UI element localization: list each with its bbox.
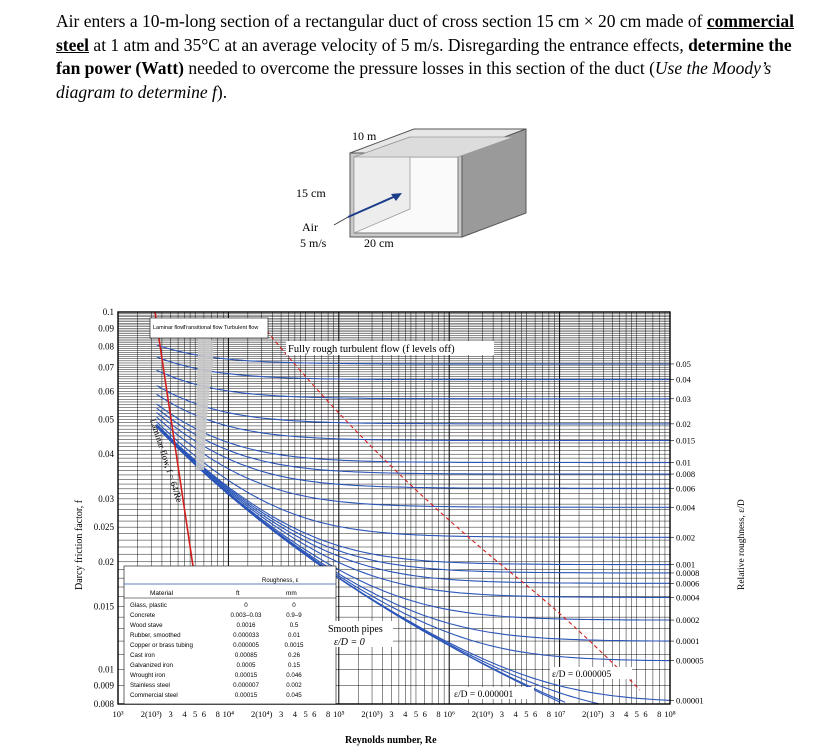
ed-tick-label: 0.05 <box>676 358 691 369</box>
regime-turbulent: Turbulent flow <box>224 325 259 331</box>
f-tick-label: 0.015 <box>93 601 114 612</box>
air-label: Air <box>302 220 318 234</box>
ed-tick-label: 0.006 <box>676 483 696 494</box>
re-tick-label: 8 <box>325 709 331 719</box>
table-cell: 0.00085 <box>234 652 258 659</box>
table-cell: Stainless steel <box>130 682 170 689</box>
table-cell: 0.15 <box>287 662 301 669</box>
re-tick-label: 6 <box>643 709 648 719</box>
table-cell: 0 <box>244 602 248 609</box>
f-tick-label: 0.07 <box>98 362 114 373</box>
f-tick-label: 0.025 <box>93 522 114 533</box>
re-tick-label: 10³ <box>112 709 124 719</box>
table-cell: 0 <box>292 602 296 609</box>
table-header-mm: mm <box>286 590 297 597</box>
ed-tick-label: 0.0002 <box>676 615 700 626</box>
ed-tick-label: 0.002 <box>676 532 696 543</box>
ed-tick-label: 0.0001 <box>676 636 700 647</box>
problem-text-3: needed to overcome the pressure losses in this section of the duct ( <box>184 58 655 78</box>
table-roughness-header: Roughness, ε <box>262 578 299 584</box>
ed-tick-label: 0.01 <box>676 457 691 468</box>
smooth-pipes-label: Smooth pipes <box>328 624 383 635</box>
material-highlight: commercial steel <box>56 11 794 55</box>
transition-band <box>196 330 213 470</box>
re-tick-label: 3 <box>389 709 394 719</box>
ed-tick-label: 0.02 <box>676 418 691 429</box>
re-tick-label: 5 <box>524 709 529 719</box>
f-tick-labels <box>94 307 115 709</box>
laminar-line-label: Laminar flow, f = 64/Re <box>148 417 185 504</box>
table-cell: Glass, plastic <box>130 602 167 609</box>
re-tick-label: 2(10³) <box>140 709 162 719</box>
fully-rough-label: Fully rough turbulent flow (f levels off) <box>288 344 455 355</box>
table-cell: Rubber, smoothed <box>130 632 181 639</box>
regime-laminar: Laminar flow <box>153 325 185 331</box>
table-cell: Concrete <box>130 612 156 619</box>
ed-tick-label: 0.004 <box>676 502 696 513</box>
problem-statement <box>56 10 796 104</box>
ed-tick-label: 0.00001 <box>676 695 704 706</box>
ed-tick-labels <box>670 359 704 705</box>
ed-label-a: ε/D = 0.000005 <box>552 670 612 680</box>
re-tick-label: 3 <box>168 709 173 719</box>
ed-tick-label: 0.008 <box>676 469 696 480</box>
ed-tick-label: 0.00005 <box>676 655 704 666</box>
moody-diagram <box>0 300 831 754</box>
ed-tick-label: 0.04 <box>676 374 691 385</box>
re-tick-label: 8 <box>436 709 441 719</box>
table-cell: 0.9–9 <box>286 612 302 619</box>
re-tick-label: 10⁵ <box>333 709 345 719</box>
f-tick-label: 0.06 <box>98 386 114 397</box>
re-tick-label: 4 <box>403 709 408 719</box>
re-tick-label: 3 <box>499 709 504 719</box>
re-tick-label: 10⁷ <box>553 709 566 719</box>
table-cell: Copper or brass tubing <box>130 642 193 649</box>
ed-label-b: ε/D = 0.000001 <box>454 690 514 700</box>
re-tick-label: 6 <box>422 709 427 719</box>
table-cell: 0.046 <box>286 672 302 679</box>
f-tick-label: 0.02 <box>98 556 114 567</box>
table-cell: Commercial steel <box>130 692 178 699</box>
hint-text: Use the Moody’s diagram to determine f <box>56 58 772 102</box>
re-tick-label: 10⁸ <box>664 709 676 719</box>
table-cell: 0.00015 <box>234 672 258 679</box>
f-tick-label: 0.008 <box>93 699 114 709</box>
re-tick-label: 5 <box>193 709 198 719</box>
velocity-label: 5 m/s <box>300 236 327 250</box>
duct-figure <box>290 125 530 275</box>
re-tick-label: 2(10⁵) <box>361 709 383 719</box>
f-tick-label: 0.01 <box>98 664 114 675</box>
re-tick-label: 10⁶ <box>443 709 455 719</box>
f-tick-label: 0.009 <box>93 680 114 691</box>
problem-text-2: at 1 atm and 35°C at an average velocity of 5 m/s. Disregarding the entrance effects, <box>89 34 689 55</box>
ed-tick-label: 0.0004 <box>676 592 700 603</box>
re-tick-label: 4 <box>623 709 629 719</box>
re-tick-labels <box>112 709 675 719</box>
table-cell: 0.5 <box>289 622 299 629</box>
ed-tick-label: 0.001 <box>676 559 696 570</box>
table-cell: Wrought iron <box>130 672 166 679</box>
table-cell: 0.26 <box>287 652 301 659</box>
regime-transitional: Transitional flow <box>183 325 223 331</box>
re-tick-label: 2(10⁶) <box>471 709 494 719</box>
air-leader <box>334 217 348 225</box>
re-tick-label: 8 <box>657 709 662 719</box>
ed-tick-label: 0.0006 <box>676 578 700 589</box>
re-tick-label: 3 <box>278 709 284 719</box>
duct-length-label: 10 m <box>352 129 377 143</box>
problem-text-1: Air enters a 10-m-long section of a rectangular duct of cross section 15 cm × 20 cm made of <box>56 11 707 31</box>
re-tick-label: 2(10⁴) <box>250 709 273 719</box>
right-axis-label: Relative roughness, ε/D <box>737 499 747 590</box>
duct-width-label: 20 cm <box>364 236 394 250</box>
re-tick-label: 10⁴ <box>222 709 235 719</box>
table-header-material: Material <box>150 590 174 597</box>
table-cell: 0.000005 <box>233 642 259 649</box>
table-cell: 0.045 <box>286 692 302 699</box>
table-cell: 0.01 <box>287 632 301 639</box>
ed-tick-label: 0.0008 <box>676 567 700 578</box>
re-tick-label: 5 <box>303 709 308 719</box>
re-tick-label: 6 <box>201 709 207 719</box>
f-tick-label: 0.1 <box>102 307 114 317</box>
problem-text-4: ). <box>216 81 228 102</box>
duct-height-label: 15 cm <box>296 186 326 200</box>
table-cell: 0.000007 <box>233 682 259 689</box>
x-axis-label: Reynolds number, Re <box>345 735 437 746</box>
f-tick-label: 0.04 <box>98 449 114 460</box>
re-tick-label: 4 <box>292 709 297 719</box>
y-axis-label: Darcy friction factor, f <box>74 499 85 590</box>
f-tick-label: 0.09 <box>98 323 114 334</box>
re-tick-label: 5 <box>413 709 419 719</box>
table-cell: Wood stave <box>130 622 163 629</box>
table-cell: Galvanized iron <box>130 662 173 669</box>
ed-tick-label: 0.03 <box>676 393 691 404</box>
re-tick-label: 3 <box>610 709 615 719</box>
re-tick-label: 2(10⁷) <box>582 709 604 719</box>
re-tick-label: 6 <box>532 709 538 719</box>
table-cell: 0.0015 <box>284 642 304 649</box>
table-cell: 0.0005 <box>236 662 256 669</box>
table-cell: 0.000033 <box>233 632 259 639</box>
table-cell: 0.00015 <box>234 692 258 699</box>
re-tick-label: 8 <box>215 709 220 719</box>
task-highlight: determine the fan power (Watt) <box>56 34 792 78</box>
re-tick-label: 4 <box>182 709 187 719</box>
re-tick-label: 6 <box>312 709 317 719</box>
re-tick-label: 5 <box>634 709 639 719</box>
ed-tick-label: 0.015 <box>676 435 696 446</box>
table-header-ft: ft <box>236 590 240 597</box>
f-tick-label: 0.08 <box>98 341 114 352</box>
re-tick-label: 4 <box>513 709 518 719</box>
table-cell: 0.0016 <box>236 622 256 629</box>
f-tick-label: 0.05 <box>98 414 114 425</box>
smooth-ed-label: ε/D = 0 <box>334 637 365 648</box>
f-tick-label: 0.03 <box>98 493 114 504</box>
table-cell: 0.002 <box>286 682 302 689</box>
re-tick-label: 8 <box>546 709 552 719</box>
table-cell: Cast iron <box>130 652 155 659</box>
table-cell: 0.003–0.03 <box>230 612 262 619</box>
